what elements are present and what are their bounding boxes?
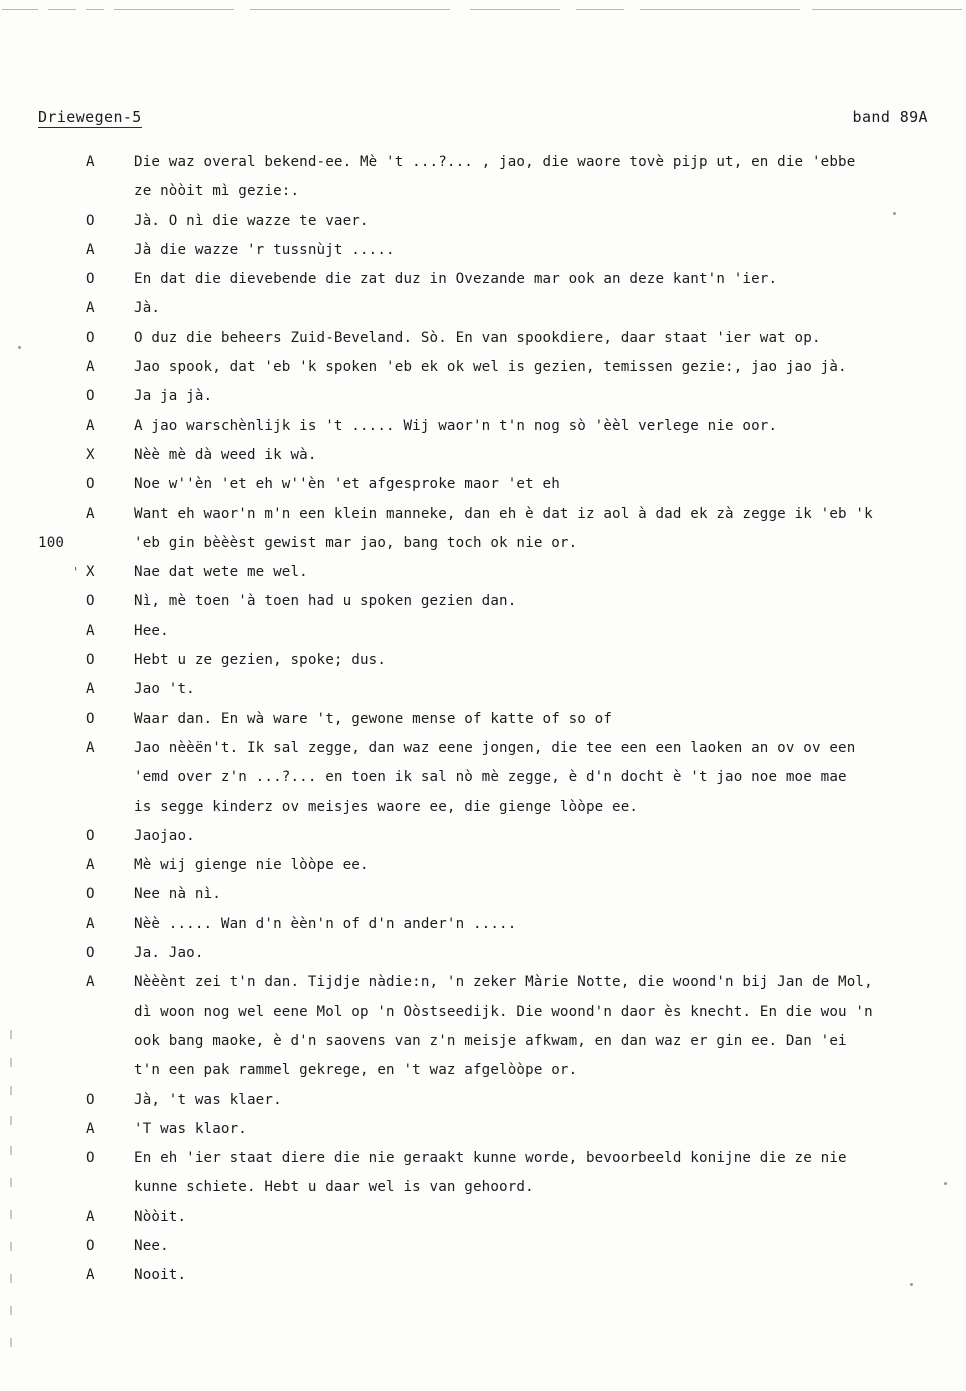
scan-artifact-left: [10, 1030, 20, 1370]
transcript-line: [38, 998, 938, 1027]
band-id: band 89A: [852, 108, 928, 126]
transcript-line: [38, 1115, 938, 1144]
transcript-line: [38, 705, 938, 734]
speaker-label: A: [86, 915, 95, 932]
transcript-line: [38, 734, 938, 763]
transcript-line: [38, 470, 938, 499]
speaker-label: A: [86, 1120, 95, 1137]
speaker-label: A: [86, 974, 95, 991]
speaker-label: O: [86, 710, 95, 727]
transcript-line: [38, 1027, 938, 1056]
transcript-line: [38, 382, 938, 411]
speaker-label: A: [86, 505, 95, 522]
utterance-text: dì woon nog wel eene Mol op 'n Oòstseedijk. Die woond'n daor ès knecht. En die wou 'n: [134, 1003, 873, 1020]
speaker-label: O: [86, 271, 95, 288]
speaker-label: O: [86, 212, 95, 229]
speaker-label: O: [86, 886, 95, 903]
utterance-text: Nee nà nì.: [134, 886, 221, 903]
transcript-line: [38, 763, 938, 792]
speaker-label: O: [86, 329, 95, 346]
utterance-text: Jao 't.: [134, 681, 195, 698]
utterance-text: Nèèènt zei t'n dan. Tijdje nàdie:n, 'n zeker Màrie Notte, die woond'n bij Jan de Mol,: [134, 974, 873, 991]
speaker-label: X: [86, 446, 95, 463]
utterance-text: Waar dan. En wà ware 't, gewone mense of katte of so of: [134, 710, 613, 727]
transcript-line: [38, 294, 938, 323]
utterance-text: Hebt u ze gezien, spoke; dus.: [134, 652, 387, 669]
transcript-line: [38, 822, 938, 851]
transcript-line: [38, 265, 938, 294]
utterance-text: Nì, mè toen 'à toen had u spoken gezien dan.: [134, 593, 517, 610]
speaker-label: A: [86, 739, 95, 756]
utterance-text: 'eb gin bèèèst gewist mar jao, bang toch ok nie or.: [134, 534, 578, 551]
utterance-text: kunne schiete. Hebt u daar wel is van gehoord.: [134, 1179, 534, 1196]
utterance-text: ook bang maoke, è d'n saovens van z'n meisje afkwam, en dan waz er gin ee. Dan 'ei: [134, 1032, 847, 1049]
transcript-line: [38, 148, 938, 177]
utterance-text: Mè wij gienge nie lòòpe ee.: [134, 857, 369, 874]
utterance-text: Die waz overal bekend-ee. Mè 't ...?... , jao, die waore tovè pijp ut, en die 'ebbe: [134, 154, 856, 170]
speaker-label: A: [86, 622, 95, 639]
margin-tick-mark: ': [72, 565, 80, 580]
transcript-line: [38, 617, 938, 646]
utterance-text: Jao nèèën't. Ik sal zegge, dan waz eene jongen, die tee een een laoken an ov ov een: [134, 739, 856, 756]
utterance-text: Jao spook, dat 'eb 'k spoken 'eb ek ok wel is gezien, temissen gezie:, jao jao jà.: [134, 359, 847, 376]
utterance-text: Ja. Jao.: [134, 945, 204, 962]
transcript-line: [38, 1232, 938, 1261]
speaker-label: O: [86, 827, 95, 844]
utterance-text: Noe w''èn 'et eh w''èn 'et afgesproke maor 'et eh: [134, 476, 560, 493]
transcript-line: [38, 939, 938, 968]
utterance-text: ze nòòit mì gezie:.: [134, 183, 300, 200]
document-id: Driewegen-5: [38, 108, 142, 126]
speaker-label: A: [86, 300, 95, 317]
utterance-text: Jà, 't was klaer.: [134, 1091, 282, 1108]
scan-artifact-top: [0, 0, 966, 26]
transcript-line: [38, 324, 938, 353]
speaker-label: A: [86, 241, 95, 258]
speaker-label: A: [86, 154, 95, 170]
utterance-text: Nee.: [134, 1237, 169, 1254]
page-header: [38, 108, 928, 132]
utterance-text: Nooit.: [134, 1267, 187, 1284]
speaker-label: A: [86, 359, 95, 376]
transcript-line: [38, 851, 938, 880]
scan-speck: [944, 1182, 947, 1185]
transcript-line: [38, 1173, 938, 1202]
transcript-line: [38, 207, 938, 236]
transcript-line: [38, 529, 938, 558]
utterance-text: Jà. O nì die wazze te vaer.: [134, 212, 369, 229]
utterance-text: En eh 'ier staat diere die nie geraakt kunne worde, bevoorbeeld konijne die ze nie: [134, 1150, 847, 1167]
speaker-label: O: [86, 945, 95, 962]
speaker-label: X: [86, 564, 95, 581]
utterance-text: t'n een pak rammel gekrege, en 't waz afgelòòpe or.: [134, 1062, 578, 1079]
transcript-line: [38, 1086, 938, 1115]
speaker-label: O: [86, 476, 95, 493]
transcript-line: [38, 236, 938, 265]
line-number: 100: [38, 534, 65, 551]
transcript-body: [38, 148, 938, 1291]
transcript-line: [38, 558, 938, 587]
transcript-line: [38, 1144, 938, 1173]
transcript-line: [38, 793, 938, 822]
speaker-label: A: [86, 1267, 95, 1284]
utterance-text: Want eh waor'n m'n een klein manneke, dan eh è dat iz aol à dad ek zà zegge ik 'eb 'k: [134, 505, 873, 522]
transcript-line: [38, 675, 938, 704]
transcript-line: [38, 441, 938, 470]
utterance-text: En dat die dievebende die zat duz in Ovezande mar ook an deze kant'n 'ier.: [134, 271, 778, 288]
utterance-text: O duz die beheers Zuid-Beveland. Sò. En van spookdiere, daar staat 'ier wat op.: [134, 329, 821, 346]
utterance-text: Nòòit.: [134, 1208, 187, 1225]
transcript-line: [38, 587, 938, 616]
utterance-text: Jaojao.: [134, 827, 195, 844]
utterance-text: Jà.: [134, 300, 161, 317]
speaker-label: O: [86, 593, 95, 610]
transcript-line: [38, 500, 938, 529]
speaker-label: A: [86, 1208, 95, 1225]
speaker-label: O: [86, 1237, 95, 1254]
utterance-text: Jà die wazze 'r tussnùjt .....: [134, 241, 395, 258]
utterance-text: is segge kinderz ov meisjes waore ee, die gienge lòòpe ee.: [134, 798, 639, 815]
utterance-text: 'emd over z'n ...?... en toen ik sal nò mè zegge, è d'n docht è 't jao noe moe mae: [134, 769, 847, 786]
speaker-label: A: [86, 681, 95, 698]
transcript-line: [38, 353, 938, 382]
utterance-text: Ja ja jà.: [134, 388, 213, 405]
scan-speck: [18, 346, 21, 349]
utterance-text: Nae dat wete me wel.: [134, 564, 308, 581]
speaker-label: O: [86, 1150, 95, 1167]
transcript-line: [38, 910, 938, 939]
transcript-line: [38, 968, 938, 997]
transcript-line: [38, 412, 938, 441]
transcript-line: [38, 177, 938, 206]
transcript-line: [38, 1203, 938, 1232]
transcript-line: [38, 646, 938, 675]
speaker-label: O: [86, 1091, 95, 1108]
utterance-text: A jao warschènlijk is 't ..... Wij waor'n t'n nog sò 'èèl verlege nie oor.: [134, 417, 778, 434]
utterance-text: Hee.: [134, 622, 169, 639]
utterance-text: Nèè mè dà weed ik wà.: [134, 446, 317, 463]
speaker-label: A: [86, 417, 95, 434]
transcript-line: [38, 1261, 938, 1290]
speaker-label: O: [86, 652, 95, 669]
utterance-text: Nèè ..... Wan d'n èèn'n of d'n ander'n .....: [134, 915, 517, 932]
utterance-text: 'T was klaor.: [134, 1120, 247, 1137]
transcript-line: [38, 880, 938, 909]
speaker-label: O: [86, 388, 95, 405]
speaker-label: A: [86, 857, 95, 874]
transcript-line: [38, 1056, 938, 1085]
